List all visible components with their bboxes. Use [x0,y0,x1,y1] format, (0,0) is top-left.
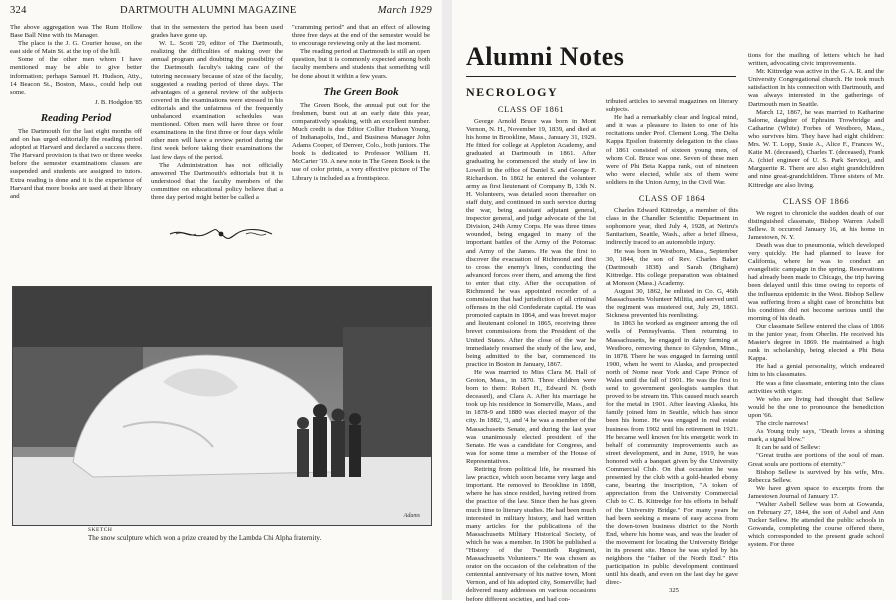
section-title: NECROLOGY [466,85,559,99]
paragraph: We who are living had thought that Sellew would be the one to pronounce the benediction upon '66. [748,395,884,419]
photo-image [13,287,431,525]
paragraph: The Administration has not officially answered The Dartmouth's editorials but it is understood that the faculty members of the committee on educational policy believe that a three day period might better be called a [151,161,283,201]
left-column-3 [292,24,430,220]
left-column-1 [10,24,142,220]
paragraph: The place is the J. G. Courier house, on the east side of Main St. at the top of the hill. [10,40,142,56]
class-heading: CLASS OF 1866 [782,195,850,206]
left-column-2 [151,24,283,220]
right-page [452,0,896,603]
snow-sculpture-photo [12,286,432,526]
signature: J. B. Hodgdon '85 [95,98,142,106]
paragraph: He had a remarkably clear and logical mind, and it was a pleasure to listen to one of his recitations under Prof. Clement Long. The Delta Kappa Epsilon fraternity delegation in the class of 1861 consisted of sixteen young men, of whom Col. Bruce was one. Seven of these men were of Phi Beta Kappa rank, out of nineteen who were elected, while six of them were soldiers in the Union Army, in the Civil War. [606,114,738,186]
paragraph: It can be said of Sellew: [756,444,821,452]
paragraph: He was a fine classmate, entering into the class activities with vigor. [748,379,884,395]
title-block [466,42,736,100]
paragraph: The reading period at Dartmouth is still an open question, but it is commonly expected among both faculty members and students that something will be done about it within a few years. [292,48,430,80]
section-heading: The Green Book [323,85,399,98]
magazine-title: DARTMOUTH ALUMNI MAGAZINE [120,5,297,16]
paragraph: The Dartmouth for the last eight months off and on has urged editorially the reading period adopted at Harvard and declared a success there. The Harvard provision is that two or three weeks before the semester examinations classes are suspended and students are assigned to tutors. Extra reading is done and it is the experience of Harvard that more books are used at their library and [10,127,142,200]
paragraph: "Great truths are portions of the soul of man. Great souls are portions of eternity." [748,452,884,468]
paragraph: Mr. Kittredge was active in the G. A. R. and the University Congregational church. He took much satisfaction in his connection with Dartmouth, and was always interested in the gatherings of Dartmouth men in Seattle. [748,68,884,108]
left-page [0,0,442,600]
page-title: Alumni Notes [466,42,625,71]
paragraph: The above aggregation was The Rum Hollow Base Ball Nine with its Manager. [10,24,142,40]
paragraph: He was born in Westboro, Mass., September 30, 1844, the son of Rev. Charles Baker (Dartmouth 1838) and Sarah (Brigham) Kittredge. His college preparation was obtained at Monson (Mass.) Academy. [606,247,738,287]
running-head [10,5,432,19]
paragraph: tions for the mailing of letters which he had written, advocating civic improvements. [748,52,884,68]
paragraph: that in the semesters the period has been used grades have gone up. [151,24,283,40]
paragraph: March 12, 1867, he was married to Katharine Salome, daughter of Ephraim Trowbridge and Catharine (White) Forbes of Westboro, Mass., who survives him. They have had eight children: Mrs. W. T. Lopp, Susie A., Alice F., Frances W., Katie M. (deceased), Charles T. (deceased), Frank A. (chief engineer of U. S. Park Service), and Marguerite R. There are also eight grandchildren and nine great-grandchildren. Three sisters of Mr. Kittredge are also living. [748,108,884,189]
class-heading: CLASS OF 1864 [638,193,706,204]
issue-date: March 1929 [377,5,432,16]
paragraph: Death was due to pneumonia, which developed very quickly. He had planned to leave for California, where he was to conduct an evangelistic campaign in the spring. Reservations had already been made to Chicago, the trip having been delayed until this time owing to reports of the influenza epidemic in the West. Bishop Sellew was suffering from a slight case of bronchitis but his condition did not become serious until the morning of his death. [748,241,884,322]
paragraph: George Arnold Bruce was born in Mont Vernon, N. H., November 19, 1839, and died at his home in Brookline, Mass., January 31, 1929. He fitted for college at Appleton Academy, and graduated at Dartmouth in 1861. After graduating he commenced the study of law in Lowell in the office of Daniel S. and George F. Richardson. In 1862 he entered the volunteer army as first lieutenant of Company B, 13th N. H. Volunteers, was detailed soon thereafter on staff duty, and continued in such service during the war, being assistant adjutant general, inspector general, and judge advocate of the 1st Division, 24th Army Corps. He was three times wounded, being engaged in many of the important battles of the Army of the Potomac and Army of the James. He was the first to discover the evacuation of Richmond and first to cross the enemy's lines, conducting the advanced forces over them, and among the first to enter that city. After the occupation of Richmond he was appointed recorder of a commission that had jurisdiction of all criminal offenses in the old Confederate capital. He was promoted captain in 1864, and was brevet major and lieutenant colonel in 1865, receiving three brevet commissions from the President of the United States. After the close of the war he immediately resumed the study of the law, and, being admitted to the bar, commenced its practice in Boston in January, 1867. [466,118,596,368]
paragraph: Bishop Sellew is survived by his wife, Mrs. Rebecca Sellew. [748,468,884,484]
paragraph: August 30, 1862, he enlisted in Co. G, 46th Massachusetts Volunteer Militia, and served until the regiment was mustered out, July 29, 1863. Sickness prevented his reenlisting. [606,287,738,320]
photo-caption: The snow sculpture which won a prize created by the Lambda Chi Alpha fraternity. [88,534,322,542]
paragraph: Our classmate Sellew entered the class of 1866 in the junior year, from Oberlin. He received his Master's degree in 1869. He maintained a high rank in scholarship, being elected a Phi Beta Kappa. [748,322,884,363]
paragraph: "cramming period" and that an effect of allowing three free days at the end of the semester would be to encourage reviewing only at the last moment. [292,24,430,48]
paragraph: The circle narrows! [756,420,809,428]
paragraph: He was married to Miss Clara M. Hall of Groton, Mass., in 1870. Three children were born to them: Robert H., Edward N. (both deceased), and Clara A. After his marriage he took up his residence in Somerville, Mass., and in 1878-9 and 1880 was elected mayor of the city. In 1882, '3, and '4 he was a member of the Massachusetts Senate, and during the last year was unanimously elected president of the Senate. He was a candidate for Congress, and was for some time a member of the House of Representatives. [466,368,596,465]
paragraph: In 1863 he worked as engineer among the oil wells of Pennsylvania. Then returning to Massachusetts, he engaged in dairy farming at Westboro, removing thence to Glyndon, Minn., in 1878. There he was engaged in farming until 1900, when he went to Alaska, and prospected north of Nome near York and Cape Prince of Wales until the fall of 1901. He was the first to send to government geologists samples that proved to be stream tin. This caused much search for the metal in 1901. After leaving Alaska, his family joined him in Seattle, which has since been his home. He was engaged in real estate business from 1902 until his retirement in 1921. He became well known for his energetic work in behalf of community improvements such as street development, and in June, 1919, he was honored with a banquet given by the University Commercial Club. On that occasion he was presented by the club with a gold-headed ebony cane, bearing the inscription, "A token of appreciation from the University Commercial Club to C. B. Kittredge for his efforts in behalf of the University Bridge." For many years he had been seeking a means of easy access from the down-town business district to the North End, where his home was, and was the leader of the movement for locating the University Bridge in its present site. Hence he was styled by his neighbors the "father of the North End." His participation in public development continued until his death, and even on the last day he gave direc- [606,320,738,587]
page-number: 325 [669,587,679,594]
title-rule [466,76,736,77]
paragraph: He had a genial personality, which endeared him to his classmates. [748,363,884,379]
paragraph: Charles Edward Kittredge, a member of this class in the Chandler Scientific Department in sophomore year, died July 4, 1928, at Neitru's Sanitarium, Seattle, Wash., after a brief illness, indirectly traced to an automobile injury. [606,207,738,247]
paragraph: We regret to chronicle the sudden death of our distinguished classmate, Bishop Warren Asbell Sellew. It occurred January 16, at his home in Jamestown, N. Y. [748,209,884,241]
paragraph: W. L. Scott '29, editor of The Dartmouth, realizing the difficulties of making over the annual program and doubting the possibility of the Dartmouth faculty's taking care of the tutoring necessary because of size of the faculty, suggested a reading period of three days. The advantages of a general review of the subjects covered in the examinations were stressed in his editorials and the unfairness of the frequently unbalanced examination schedules was mentioned. Often men will have three or four examinations in the first three or four days while other men will have a review period during the first week before taking their examinations the last few days of the period. [151,40,283,161]
section-heading: Reading Period [40,111,112,124]
paragraph: We have given space to excerpts from the Jamestown Journal of January 17. [748,484,884,500]
class-heading: CLASS OF 1861 [497,104,565,114]
paragraph: tributed articles to several magazines on literary subjects. [606,98,738,114]
paragraph: "Walter Asbell Sellew was born at Gowanda, on February 27, 1844, the son of Asbel and Ann Tucker Sellew. He attended the public schools in Gowanda, completing the course offered there, which corresponded to the present grade school system. For three [748,500,884,549]
page-number: 324 [10,5,27,16]
paragraph: As Young truly says, "Death loves a shining mark, a signal blow." [748,428,884,444]
paragraph: Retiring from political life, he resumed his law practice, which soon became very large and important. He removed to Brookline in 1898, where he has since resided, having retired from the practice of the law. Since then he has given much time to literary studies. He had been much interested in military history, and had written many articles for the publications of the Massachusetts Military Historical Society, of which he was a member. In 1906 he published a "History of the Twentieth Regiment, Massachusetts Volunteers." He was chosen as orator on the occasion of the celebration of the centennial anniversary of his native town, Mont Vernon, and of his adopted city, Somerville; had delivered many addresses on various occasions before different societies, and had con- [466,466,596,603]
paragraph: The Green Book, the annual put out for the freshmen, burst out at an early date this year, comparatively speaking, with an excellent number. Much credit is due Editor Collier Hudson Young, of Indianapolis, Ind., and Business Manager John Adams Cooper, of Denver, Colo., both juniors. The book is dedicated to Professor William H. McCarter '19. A new note in The Green Book is the use of color prints, a very effective picture of The Library is included as a frontispiece. [292,101,430,182]
right-column-2 [606,98,738,587]
caption-label: SKETCH [88,527,113,533]
page-gutter [442,0,452,600]
right-column-3 [748,52,884,584]
photo-credit: Adams [403,513,420,519]
decorative-ornament [168,228,274,240]
right-column-1 [466,98,596,603]
paragraph: Some of the other men whom I have mentioned may be able to give better information; perhaps Samuel H. Hudson, Atty., 14 Beacon St., Boston, Mass., could help out some. [10,56,142,96]
